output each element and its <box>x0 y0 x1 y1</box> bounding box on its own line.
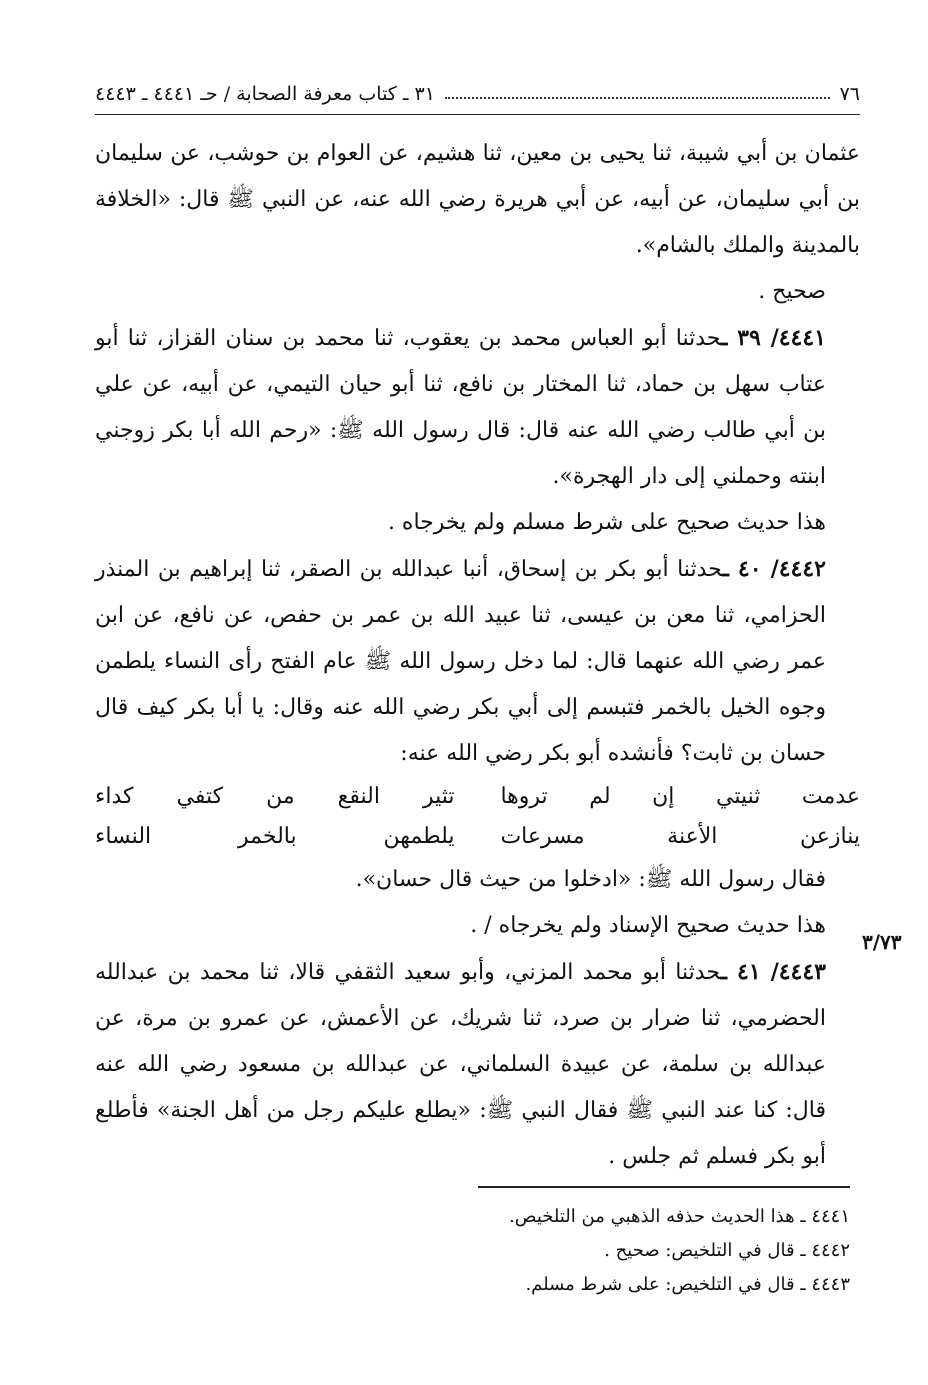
poem-verse <box>95 817 860 857</box>
hadith-number: ٤٤٤١/ ٣٩ ـ <box>720 325 826 351</box>
page-header <box>95 78 860 115</box>
page <box>95 78 860 1180</box>
margin-reference: ٣/٧٣ <box>862 930 902 954</box>
verse-hemistich: ينازعن الأعنة مسرعات <box>500 824 860 849</box>
verdict: صحيح . <box>758 279 826 304</box>
hadith-number: ٤٤٤٢/ ٤٠ ـ <box>722 556 826 582</box>
verse-hemistich: تثير النقع من كتفي كداء <box>95 784 455 809</box>
header-dot-leader <box>445 97 830 99</box>
verse-hemistich: يلطمهن بالخمر النساء <box>95 824 455 849</box>
page-number: ٧٦ <box>839 83 860 105</box>
hadith-continuation: فقال رسول الله ﷺ: «ادخلوا من حيث قال حسان». <box>355 867 826 892</box>
verdict: هذا حديث صحيح على شرط مسلم ولم يخرجاه . <box>387 510 826 535</box>
verse-hemistich: عدمت ثنيتي إن لم تروها <box>500 784 860 809</box>
poem-verse <box>95 777 860 817</box>
main-text <box>95 131 860 1180</box>
footnote: ٤٤٤٢ ـ قال في التلخيص: صحيح . <box>604 1240 850 1261</box>
hadith-text: حدثنا أبو بكر بن إسحاق، أنبا عبدالله بن الصقر، ثنا إبراهيم بن المنذر الحزامي، ثنا معن بن عيسى، ثنا عبيد الله بن عمر بن حفص، عن نافع، عن ابن عمر رضي الله عنهما قال: لما دخل رسول الله ﷺ عام الفتح رأى النساء يلطمن وجوه الخيل بالخمر فتبسم إلى أبي بكر رضي الله عنه وقال: يا أبا بكر كيف قال حسان بن ثابت؟ فأنشده أبو بكر رضي الله عنه: <box>95 557 826 766</box>
footnote: ٤٤٤٣ ـ قال في التلخيص: على شرط مسلم. <box>525 1274 850 1295</box>
hadith-4443 <box>95 949 860 1180</box>
footnote: ٤٤٤١ ـ هذا الحديث حذفه الذهبي من التلخيص. <box>509 1206 850 1227</box>
paragraph-continuation: عثمان بن أبي شيبة، ثنا يحيى بن معين، ثنا هشيم، عن العوام بن حوشب، عن سليمان بن أبي سليمان، عن أبيه، عن أبي هريرة رضي الله عنه، عن النبي ﷺ قال: «الخلافة بالمدينة والملك بالشام». <box>95 141 861 258</box>
hadith-text: حدثنا أبو العباس محمد بن يعقوب، ثنا محمد بن سنان القزاز، ثنا أبو عتاب سهل بن حماد، ثنا المختار بن نافع، ثنا أبو حيان التيمي، عن أبيه، عن علي بن أبي طالب رضي الله عنه قال: قال رسول الله ﷺ: «رحم الله أبا بكر زوجني ابنته وحملني إلى دار الهجرة». <box>95 326 826 489</box>
running-title: ٣١ ـ كتاب معرفة الصحابة / حـ ٤٤٤١ ـ ٤٤٤٣ <box>95 83 435 105</box>
hadith-4442 <box>95 546 860 777</box>
footnote-divider <box>478 1186 850 1188</box>
verdict: هذا حديث صحيح الإسناد ولم يخرجاه / . <box>470 913 826 938</box>
hadith-text: حدثنا أبو محمد المزني، وأبو سعيد الثقفي قالا، ثنا محمد بن عبدالله الحضرمي، ثنا ضرار بن صرد، ثنا شريك، عن الأعمش، عن عمرو بن مرة، عن عبدالله بن سلمة، عن عبيدة السلماني، عن عبدالله بن مسعود رضي الله عنه قال: كنا عند النبي ﷺ فقال النبي ﷺ: «يطلع عليكم رجل من أهل الجنة» فأطلع أبو بكر فسلم ثم جلس . <box>95 960 826 1169</box>
hadith-number: ٤٤٤٣/ ٤١ ـ <box>720 959 826 985</box>
hadith-4441 <box>95 315 860 500</box>
footnotes <box>360 1200 850 1302</box>
